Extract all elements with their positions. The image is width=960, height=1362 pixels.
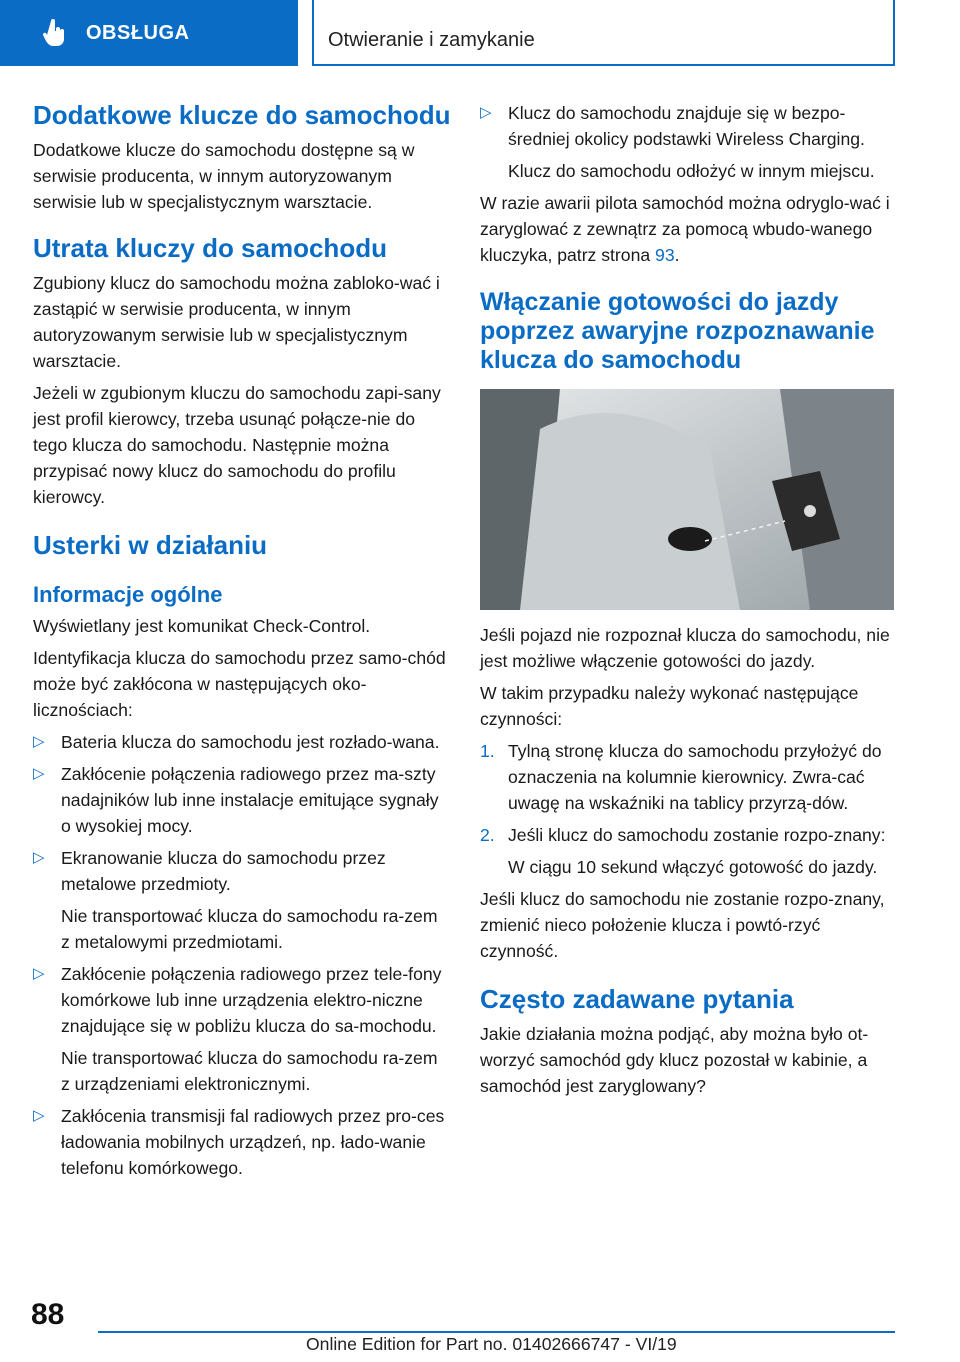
heading-general-info: Informacje ogólne — [33, 582, 223, 607]
triangle-bullet-icon: ▷ — [33, 733, 45, 750]
heading-lost-keys: Utrata kluczy do samochodu — [33, 233, 387, 263]
steering-column-key-photo — [480, 389, 894, 610]
paragraph: Zgubiony klucz do samochodu można zabloko-wać i zastąpić w serwisie producenta, w innym autoryzowanym serwisie lub w specjalistycznym warsztacie. — [33, 273, 440, 371]
numbered-list — [480, 738, 898, 880]
triangle-bullet-icon: ▷ — [33, 765, 45, 782]
paragraph: Jakie działania można podjąć, aby można było ot-worzyć samochód gdy klucz pozostał w kabinie, a samochód jest zaryglowany? — [480, 1024, 869, 1096]
list-item: 2. Jeśli klucz do samochodu zostanie rozpo-znany: — [480, 825, 886, 845]
header-divider — [312, 0, 314, 66]
bullet-list — [33, 729, 451, 1181]
heading-faults: Usterki w działaniu — [33, 530, 268, 560]
paragraph: Jeśli pojazd nie rozpoznał klucza do samochodu, nie jest możliwe włączenie gotowości do jazdy. — [480, 625, 890, 671]
list-item: ▷ Klucz do samochodu znajduje się w bezpo-średniej okolicy podstawki Wireless Charging. — [480, 100, 898, 152]
chapter-title: Otwieranie i zamykanie — [328, 29, 535, 51]
paragraph-emergency: W razie awarii pilota samochód można odryglo-wać i zaryglować z zewnątrz za pomocą wbudo-wanego kluczyka, patrz strona 93. — [480, 193, 890, 265]
paragraph: Jeżeli w zgubionym kluczu do samochodu zapi-sany jest profil kierowcy, trzeba usunąć połącze-nie do tego klucza do samochodu. Następnie można przypisać nowy klucz do samochodu do profilu kierowcy. — [33, 383, 441, 507]
page-number: 88 — [31, 1298, 65, 1331]
triangle-bullet-icon: ▷ — [33, 849, 45, 866]
triangle-bullet-icon: ▷ — [480, 104, 492, 121]
list-item-note: Nie transportować klucza do samochodu ra-zem z urządzeniami elektronicznymi. — [61, 1048, 438, 1094]
heading-faq: Często zadawane pytania — [480, 984, 794, 1014]
triangle-bullet-icon: ▷ — [33, 965, 45, 982]
edition-note: Online Edition for Part no. 01402666747 - VI/19 — [306, 1334, 677, 1354]
section-label: OBSŁUGA — [86, 21, 190, 44]
triangle-bullet-icon: ▷ — [33, 1107, 45, 1124]
paragraph: Jeśli klucz do samochodu nie zostanie rozpo-znany, zmienić nieco położenie klucza i powtó-rzyć czynność. — [480, 889, 885, 961]
list-item: ▷ Bateria klucza do samochodu jest rozłado-wana. — [33, 729, 451, 755]
header-underline — [312, 64, 895, 66]
list-item: ▷ Zakłócenie połączenia radiowego przez tele-fony komórkowe lub inne urządzenia elektro-niczne znajdujące się w pobliżu klucza do sa-mochodu. — [33, 961, 451, 1039]
list-item: ▷ Zakłócenie połączenia radiowego przez ma-szty nadajników lub inne instalacje emitujące sygnały o wysokiej mocy. — [33, 761, 451, 839]
paragraph: W takim przypadku należy wykonać następujące czynności: — [480, 683, 859, 729]
hand-pointer-icon — [40, 18, 70, 48]
heading-extra-keys: Dodatkowe klucze do samochodu — [33, 100, 451, 130]
list-item: 1. Tylną stronę klucza do samochodu przyłożyć do oznaczenia na kolumnie kierownicy. Zwra-cać uwagę na wskaźniki na tablicy przyrzą-dów. — [480, 741, 882, 813]
heading-drive-ready: Włączanie gotowości do jazdy poprzez awaryjne rozpoznawanie klucza do samochodu — [480, 288, 875, 374]
paragraph: Dodatkowe klucze do samochodu dostępne są w serwisie producenta, w innym autoryzowanym serwisie lub w specjalistycznym warsztacie. — [33, 140, 415, 212]
footer-rule — [98, 1331, 895, 1333]
section-tab[interactable] — [0, 0, 298, 66]
right-column — [480, 100, 898, 1099]
list-item-note: W ciągu 10 sekund włączyć gotowość do jazdy. — [508, 857, 878, 877]
paragraph: Wyświetlany jest komunikat Check-Control. — [33, 616, 371, 636]
header-divider — [893, 0, 895, 66]
left-column — [33, 100, 451, 1181]
list-item-note: Klucz do samochodu odłożyć w innym miejscu. — [508, 161, 875, 181]
page-link[interactable]: 93 — [655, 245, 675, 265]
list-item: ▷ Zakłócenia transmisji fal radiowych przez pro-ces ładowania mobilnych urządzeń, np. łado-wanie telefonu komórkowego. — [33, 1103, 451, 1181]
paragraph: Identyfikacja klucza do samochodu przez samo-chód może być zakłócona w następujących oko-licznościach: — [33, 648, 446, 720]
list-item-note: Nie transportować klucza do samochodu ra-zem z metalowymi przedmiotami. — [61, 906, 438, 952]
list-item: ▷ Ekranowanie klucza do samochodu przez metalowe przedmioty. — [33, 845, 451, 897]
